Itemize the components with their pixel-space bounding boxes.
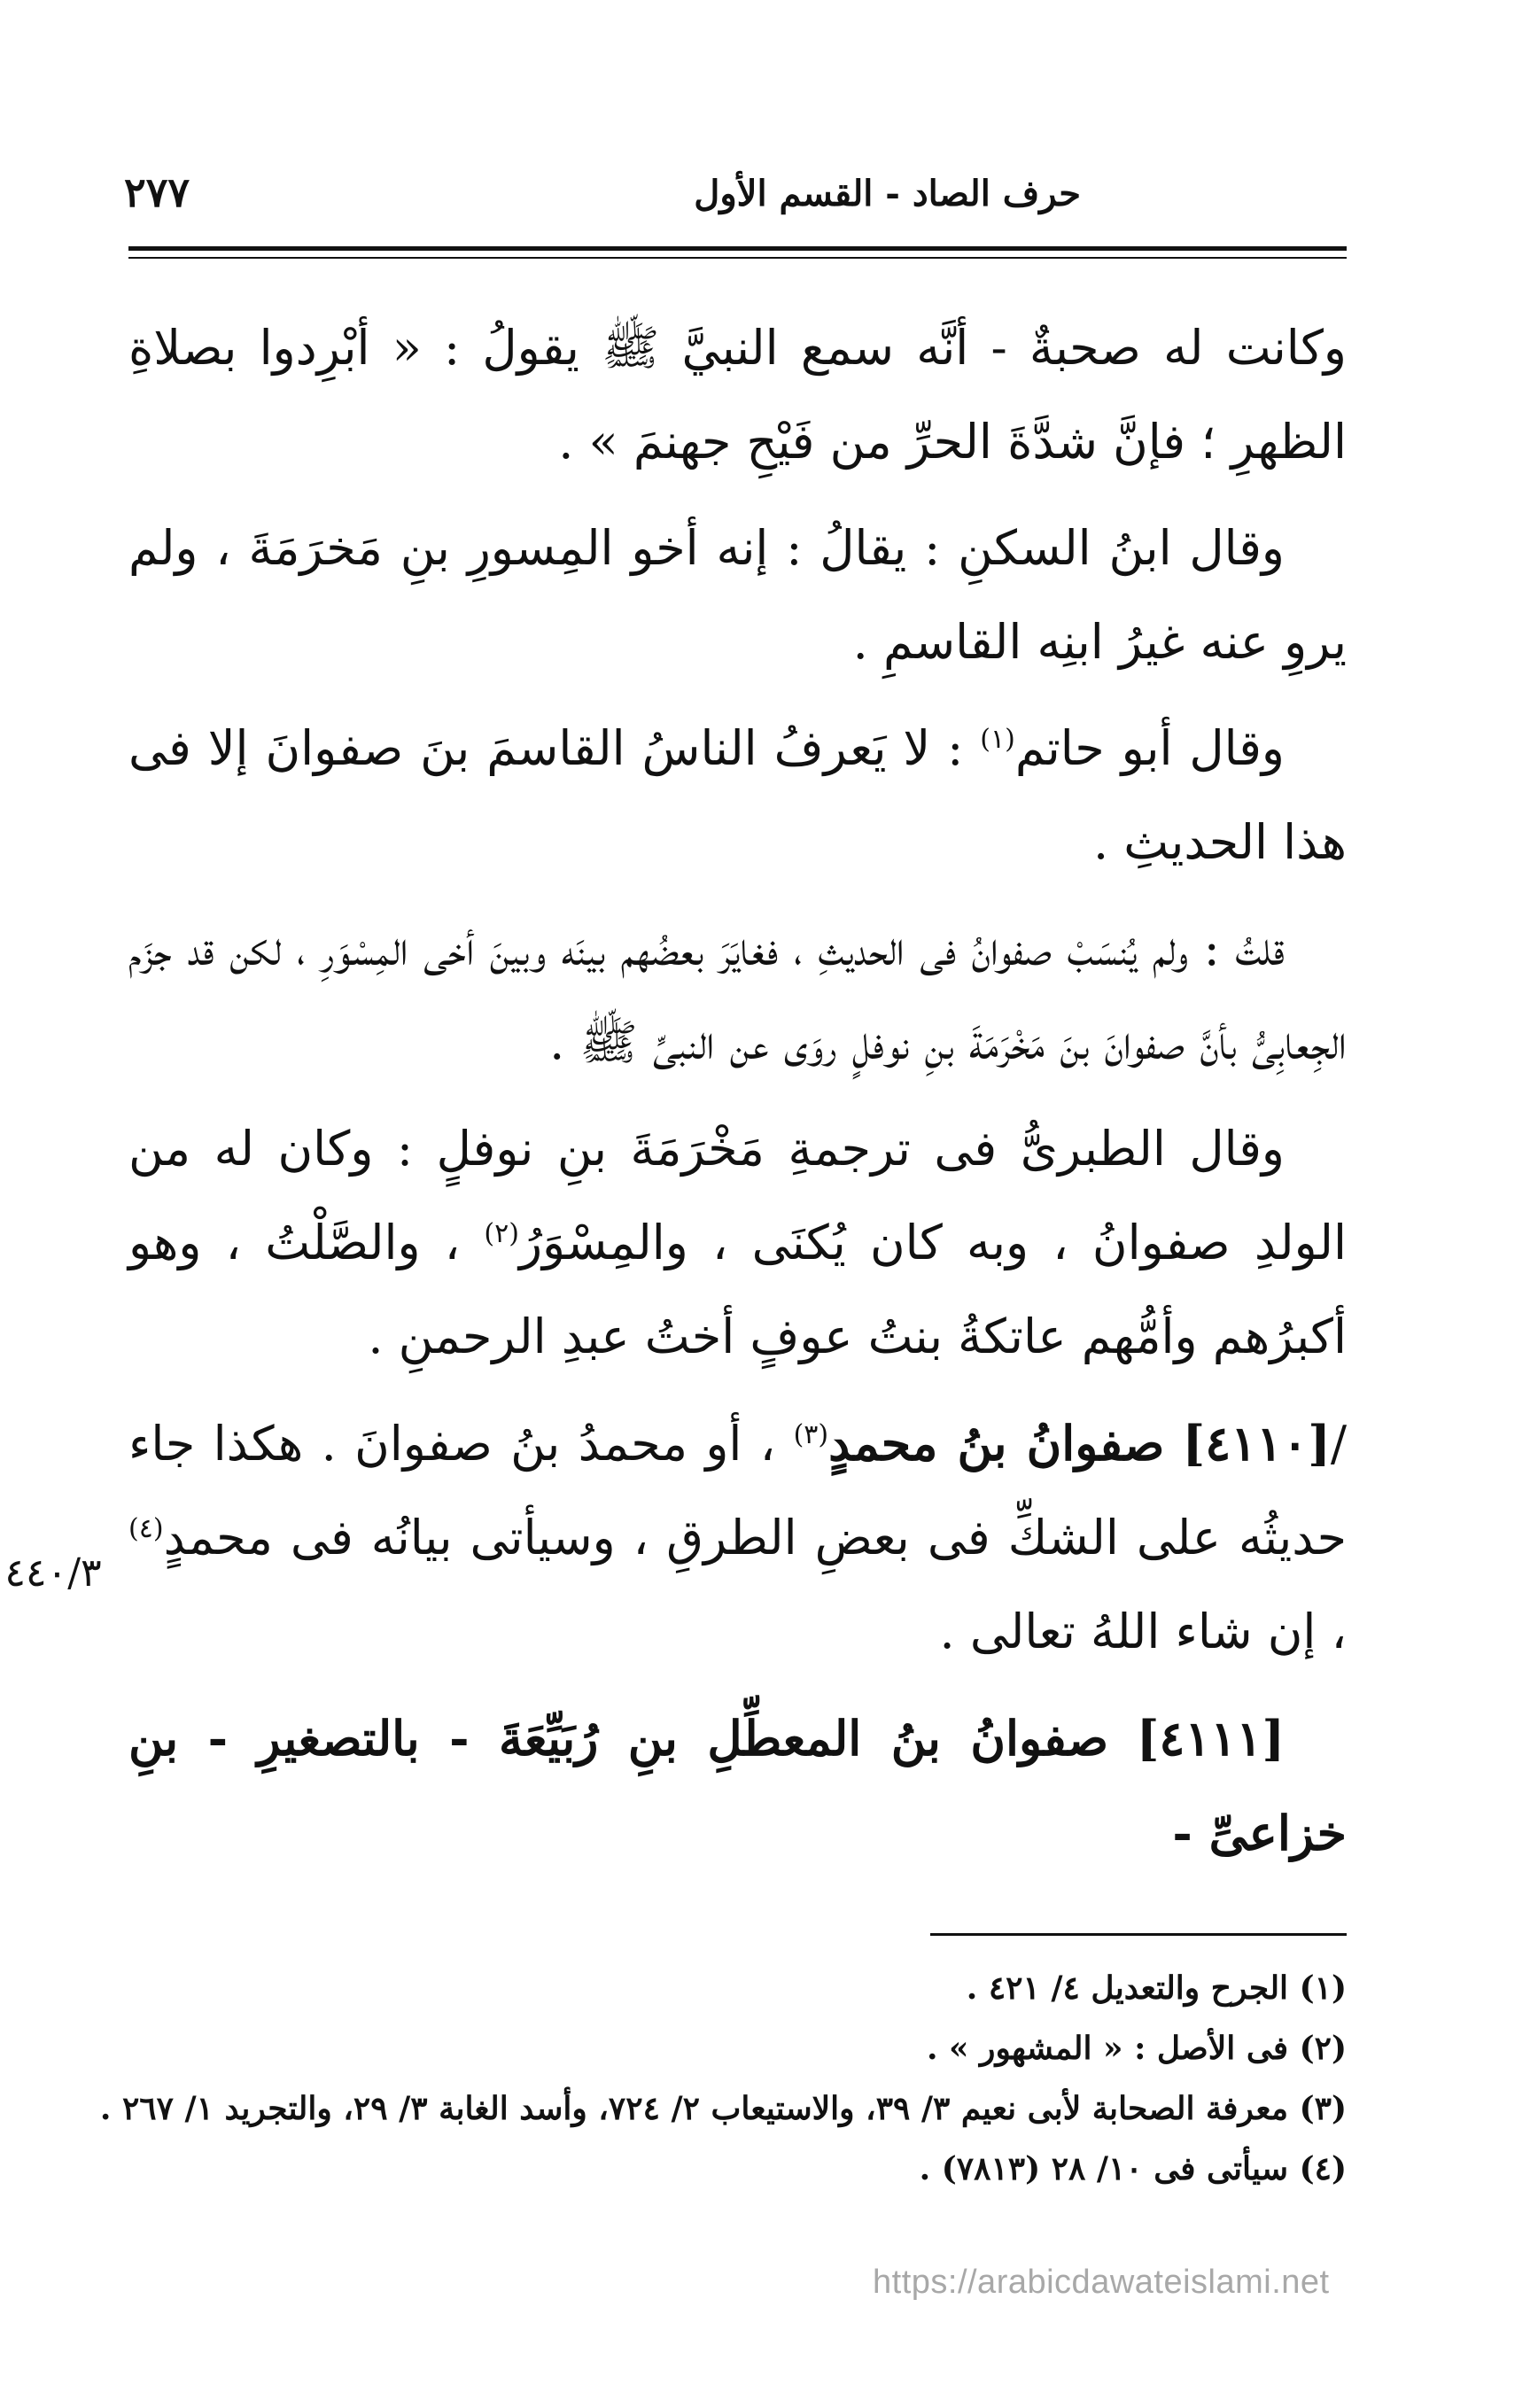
main-text bbox=[128, 301, 1347, 1893]
entry-4111-name: صفوانُ بنُ المعطِّلِ بنِ رُبَيِّعَةَ - بالتصغيرِ - بنِ خزاعىِّ - bbox=[128, 1710, 1347, 1861]
entry-4111 bbox=[128, 1691, 1347, 1881]
footnote-4: (٤) سيأتى فى ١٠/ ٢٨ (٧٨١٣) . bbox=[919, 2150, 1347, 2187]
watermark-url: https://arabicdawateislami.net bbox=[873, 2264, 1330, 2301]
paragraph-2: وقال ابنُ السكنِ : يقالُ : إنه أخو المِسورِ بنِ مَخرَمَةَ ، ولم يروِ عنه غيرُ ابنِه القاسمِ . bbox=[128, 520, 1347, 670]
entry-4110-text-1: ، أو محمدُ بنُ صفوانَ . هكذا جاء حديثُه على الشكِّ فى بعضِ الطرقِ ، وسيأتى بيانُه فى محمدٍ bbox=[128, 1416, 1347, 1565]
margin-reference: ٤٤٠/٣ bbox=[4, 1550, 102, 1596]
paragraph-3-start: وقال أبو حاتم bbox=[1014, 720, 1286, 776]
paragraph-3 bbox=[128, 702, 1347, 889]
header-rule bbox=[128, 246, 1347, 251]
footnote-3: (٣) معرفة الصحابة لأبى نعيم ٣/ ٣٩، والاستيعاب ٢/ ٧٢٤، وأسد الغابة ٣/ ٢٩، والتجريد ١/ ٢٦٧ . bbox=[99, 2090, 1347, 2127]
footnote-ref-2[interactable]: (٢) bbox=[484, 1218, 519, 1249]
entry-4110-slash: / bbox=[1330, 1416, 1348, 1472]
entry-4110-name: صفوانُ بنُ محمدٍ bbox=[828, 1415, 1165, 1472]
entry-4110-text-2: ، إن شاء اللهُ تعالى . bbox=[939, 1604, 1347, 1659]
paragraph-5-end: ، والصَّلْتُ ، وهو أكبرُهم وأمُّهم عاتكةُ بنتُ عوفٍ أختُ عبدِ الرحمنِ . bbox=[128, 1215, 1347, 1364]
paragraph-5-start: وقال الطبرىُّ فى ترجمةِ مَخْرَمَةَ بنِ نوفلٍ : وكان له من الولدِ صفوانُ ، وبه كان يُكنَى ، والمِسْوَرُ bbox=[128, 1121, 1347, 1270]
page-number: ٢٧٧ bbox=[124, 168, 190, 216]
page-header bbox=[124, 164, 1347, 235]
footnote-ref-4[interactable]: (٤) bbox=[128, 1513, 164, 1544]
footnote-2: (٢) فى الأصل : « المشهور » . bbox=[926, 2030, 1347, 2067]
paragraph-4: قلتُ : ولم يُنسَبْ صفوانُ فى الحديثِ ، فغايَرَ بعضُهم بينَه وبينَ أخى المِسْوَرِ ، لكن قد جزَم الجِعابِىُّ بأنَّ صفوانَ بنَ مَخْرَمَةَ بنِ نوفلٍ روَى عن النبىِّ ﷺ . bbox=[128, 920, 1347, 1070]
footnote-ref-1[interactable]: (١) bbox=[980, 724, 1015, 755]
entry-4110 bbox=[128, 1396, 1347, 1679]
paragraph-1: وكانت له صحبةٌ - أنَّه سمع النبيَّ ﷺ يقولُ : « أبْرِدوا بصلاةِ الظهرِ ؛ فإنَّ شدَّةَ الحرِّ من فَيْحِ جهنمَ » . bbox=[128, 320, 1347, 470]
header-rule-thin bbox=[128, 257, 1347, 259]
footnotes bbox=[99, 1958, 1347, 2199]
paragraph-5 bbox=[128, 1102, 1347, 1384]
footnote-ref-3[interactable]: (٣) bbox=[793, 1419, 829, 1450]
entry-4110-number: [٤١١٠] bbox=[1182, 1415, 1331, 1472]
footnote-1: (١) الجرح والتعديل ٤/ ٤٢١ . bbox=[966, 1969, 1347, 2007]
running-title: حرف الصاد - القسم الأول bbox=[694, 173, 1081, 214]
footnote-rule bbox=[930, 1933, 1347, 1936]
paragraph-3-end: : لا يَعرفُ الناسُ القاسمَ بنَ صفوانَ إلا فى هذا الحديثِ . bbox=[128, 720, 1347, 870]
entry-4111-number: [٤١١١] bbox=[1136, 1710, 1285, 1767]
